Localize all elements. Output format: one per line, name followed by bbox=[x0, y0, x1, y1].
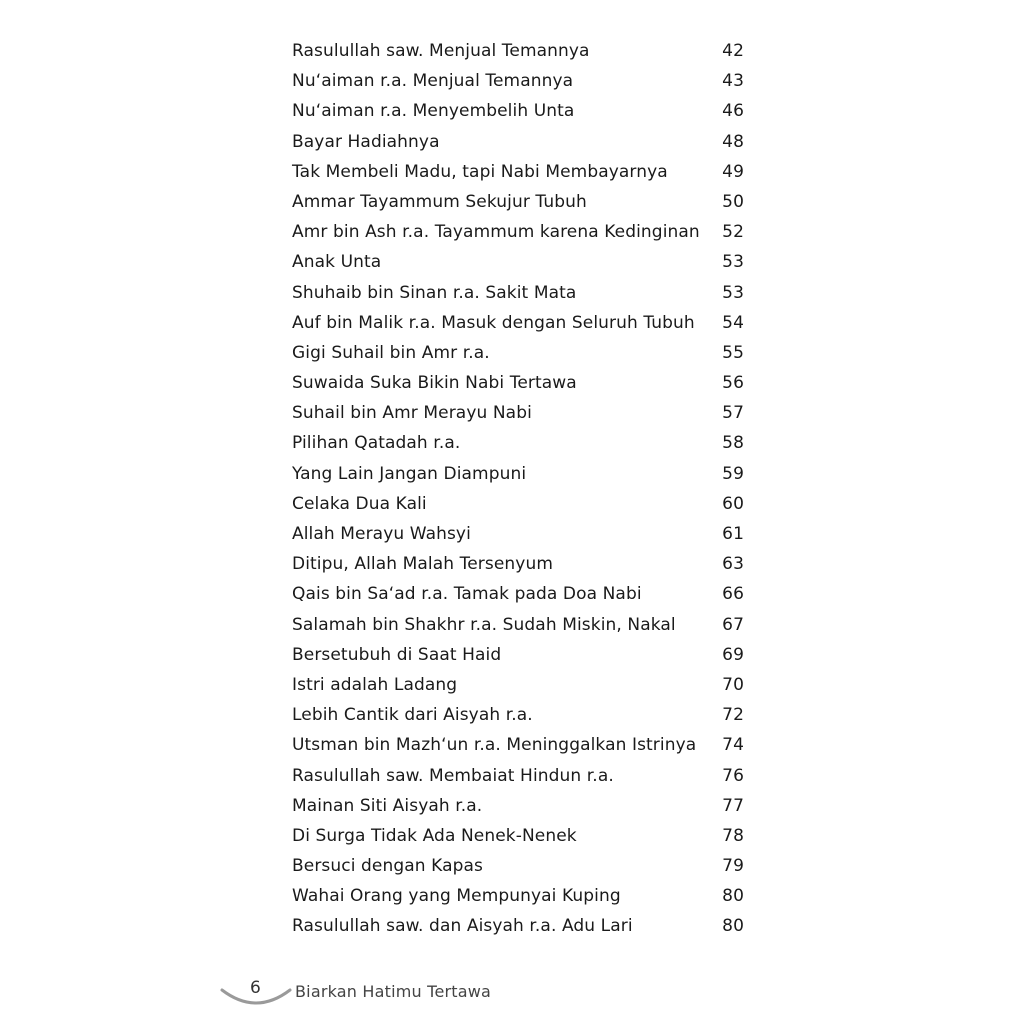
toc-entry-page: 80 bbox=[722, 886, 744, 907]
toc-entry-title: Qais bin Sa‘ad r.a. Tamak pada Doa Nabi bbox=[292, 584, 642, 605]
toc-entry-title: Suhail bin Amr Merayu Nabi bbox=[292, 403, 532, 424]
toc-entry-page: 79 bbox=[722, 856, 744, 877]
toc-entry bbox=[292, 278, 744, 308]
toc-entry bbox=[292, 549, 744, 579]
toc-entry-title: Rasulullah saw. Menjual Temannya bbox=[292, 41, 590, 61]
toc-entry bbox=[292, 881, 744, 911]
toc-entry bbox=[292, 791, 744, 821]
toc-entry-title: Salamah bin Shakhr r.a. Sudah Miskin, Nakal bbox=[292, 614, 676, 635]
toc-entry-title: Celaka Dua Kali bbox=[292, 493, 427, 514]
footer-book-title: Biarkan Hatimu Tertawa bbox=[295, 982, 492, 1001]
toc-entry-title: Istri adalah Ladang bbox=[292, 674, 458, 695]
toc-entry bbox=[292, 308, 744, 338]
toc-entry bbox=[292, 761, 744, 791]
toc-entry-title: Anak Unta bbox=[292, 252, 382, 273]
toc-entry-page: 70 bbox=[722, 674, 744, 695]
footer-page-number: 6 bbox=[250, 978, 261, 998]
toc-entry bbox=[292, 911, 744, 941]
toc-entry-title: Auf bin Malik r.a. Masuk dengan Seluruh Tubuh bbox=[292, 312, 695, 333]
toc-entry-page: 80 bbox=[722, 916, 744, 937]
table-of-contents bbox=[292, 36, 744, 942]
toc-entry-title: Utsman bin Mazh‘un r.a. Meninggalkan Istrinya bbox=[292, 735, 697, 756]
toc-entry-title: Bersetubuh di Saat Haid bbox=[292, 644, 502, 665]
toc-entry bbox=[292, 247, 744, 277]
toc-entry-title: Pilihan Qatadah r.a. bbox=[292, 433, 461, 454]
toc-entry bbox=[292, 579, 744, 609]
toc-entry-title: Shuhaib bin Sinan r.a. Sakit Mata bbox=[292, 282, 577, 303]
toc-entry-page: 54 bbox=[722, 312, 744, 333]
toc-entry-page: 59 bbox=[722, 463, 744, 484]
toc-entry bbox=[292, 851, 744, 881]
toc-entry bbox=[292, 730, 744, 760]
page-footer bbox=[218, 972, 538, 1012]
toc-entry-page: 76 bbox=[722, 765, 744, 786]
toc-entry-title: Suwaida Suka Bikin Nabi Tertawa bbox=[292, 373, 577, 394]
toc-entry bbox=[292, 36, 744, 66]
toc-entry-title: Di Surga Tidak Ada Nenek-Nenek bbox=[292, 825, 577, 846]
toc-entry-title: Wahai Orang yang Mempunyai Kuping bbox=[292, 886, 621, 907]
toc-entry-title: Ditipu, Allah Malah Tersenyum bbox=[292, 554, 553, 575]
toc-entry bbox=[292, 338, 744, 368]
toc-entry-page: 69 bbox=[722, 644, 744, 665]
toc-entry-page: 43 bbox=[722, 71, 744, 92]
toc-entry bbox=[292, 610, 744, 640]
toc-entry bbox=[292, 670, 744, 700]
toc-entry-page: 52 bbox=[722, 222, 744, 243]
toc-entry-page: 72 bbox=[722, 705, 744, 726]
toc-entry bbox=[292, 66, 744, 96]
toc-entry bbox=[292, 96, 744, 126]
toc-entry-page: 67 bbox=[722, 614, 744, 635]
toc-entry bbox=[292, 127, 744, 157]
toc-entry-page: 48 bbox=[722, 131, 744, 152]
toc-entry-page: 61 bbox=[722, 524, 744, 544]
toc-entry-page: 60 bbox=[722, 493, 744, 514]
toc-entry-page: 53 bbox=[722, 252, 744, 273]
toc-entry-page: 77 bbox=[722, 795, 744, 816]
toc-entry bbox=[292, 640, 744, 670]
toc-entry-title: Gigi Suhail bin Amr r.a. bbox=[292, 342, 490, 363]
toc-entry-page: 49 bbox=[722, 161, 744, 182]
toc-entry-title: Yang Lain Jangan Diampuni bbox=[292, 463, 527, 484]
toc-entry bbox=[292, 489, 744, 519]
toc-entry bbox=[292, 519, 744, 549]
toc-entry-title: Nu‘aiman r.a. Menjual Temannya bbox=[292, 71, 574, 92]
toc-entry-page: 53 bbox=[722, 282, 744, 303]
toc-entry bbox=[292, 459, 744, 489]
toc-entry-page: 74 bbox=[722, 735, 744, 756]
toc-entry bbox=[292, 217, 744, 247]
toc-entry-title: Amr bin Ash r.a. Tayammum karena Kedinginan bbox=[292, 222, 700, 243]
toc-entry bbox=[292, 821, 744, 851]
toc-entry-page: 46 bbox=[722, 101, 744, 122]
toc-entry-page: 66 bbox=[722, 584, 744, 605]
toc-entry-page: 63 bbox=[722, 554, 744, 575]
toc-entry-title: Allah Merayu Wahsyi bbox=[292, 524, 471, 544]
toc-entry-title: Ammar Tayammum Sekujur Tubuh bbox=[292, 191, 587, 212]
toc-entry-title: Tak Membeli Madu, tapi Nabi Membayarnya bbox=[292, 161, 668, 182]
toc-entry-title: Lebih Cantik dari Aisyah r.a. bbox=[292, 705, 533, 726]
toc-entry-page: 50 bbox=[722, 191, 744, 212]
toc-entry-title: Bersuci dengan Kapas bbox=[292, 856, 483, 877]
toc-entry-title: Nu‘aiman r.a. Menyembelih Unta bbox=[292, 101, 575, 122]
toc-entry-page: 56 bbox=[722, 373, 744, 394]
toc-entry bbox=[292, 700, 744, 730]
toc-entry bbox=[292, 398, 744, 428]
toc-entry-page: 42 bbox=[722, 41, 744, 61]
toc-entry-page: 58 bbox=[722, 433, 744, 454]
toc-entry bbox=[292, 368, 744, 398]
toc-entry-title: Mainan Siti Aisyah r.a. bbox=[292, 795, 483, 816]
toc-entry-page: 78 bbox=[722, 825, 744, 846]
toc-entry-title: Rasulullah saw. dan Aisyah r.a. Adu Lari bbox=[292, 916, 633, 937]
toc-entry-page: 55 bbox=[722, 342, 744, 363]
toc-entry bbox=[292, 157, 744, 187]
toc-entry-title: Bayar Hadiahnya bbox=[292, 131, 440, 152]
toc-entry-title: Rasulullah saw. Membaiat Hindun r.a. bbox=[292, 765, 614, 786]
toc-entry bbox=[292, 187, 744, 217]
toc-entry bbox=[292, 428, 744, 458]
toc-entry-page: 57 bbox=[722, 403, 744, 424]
